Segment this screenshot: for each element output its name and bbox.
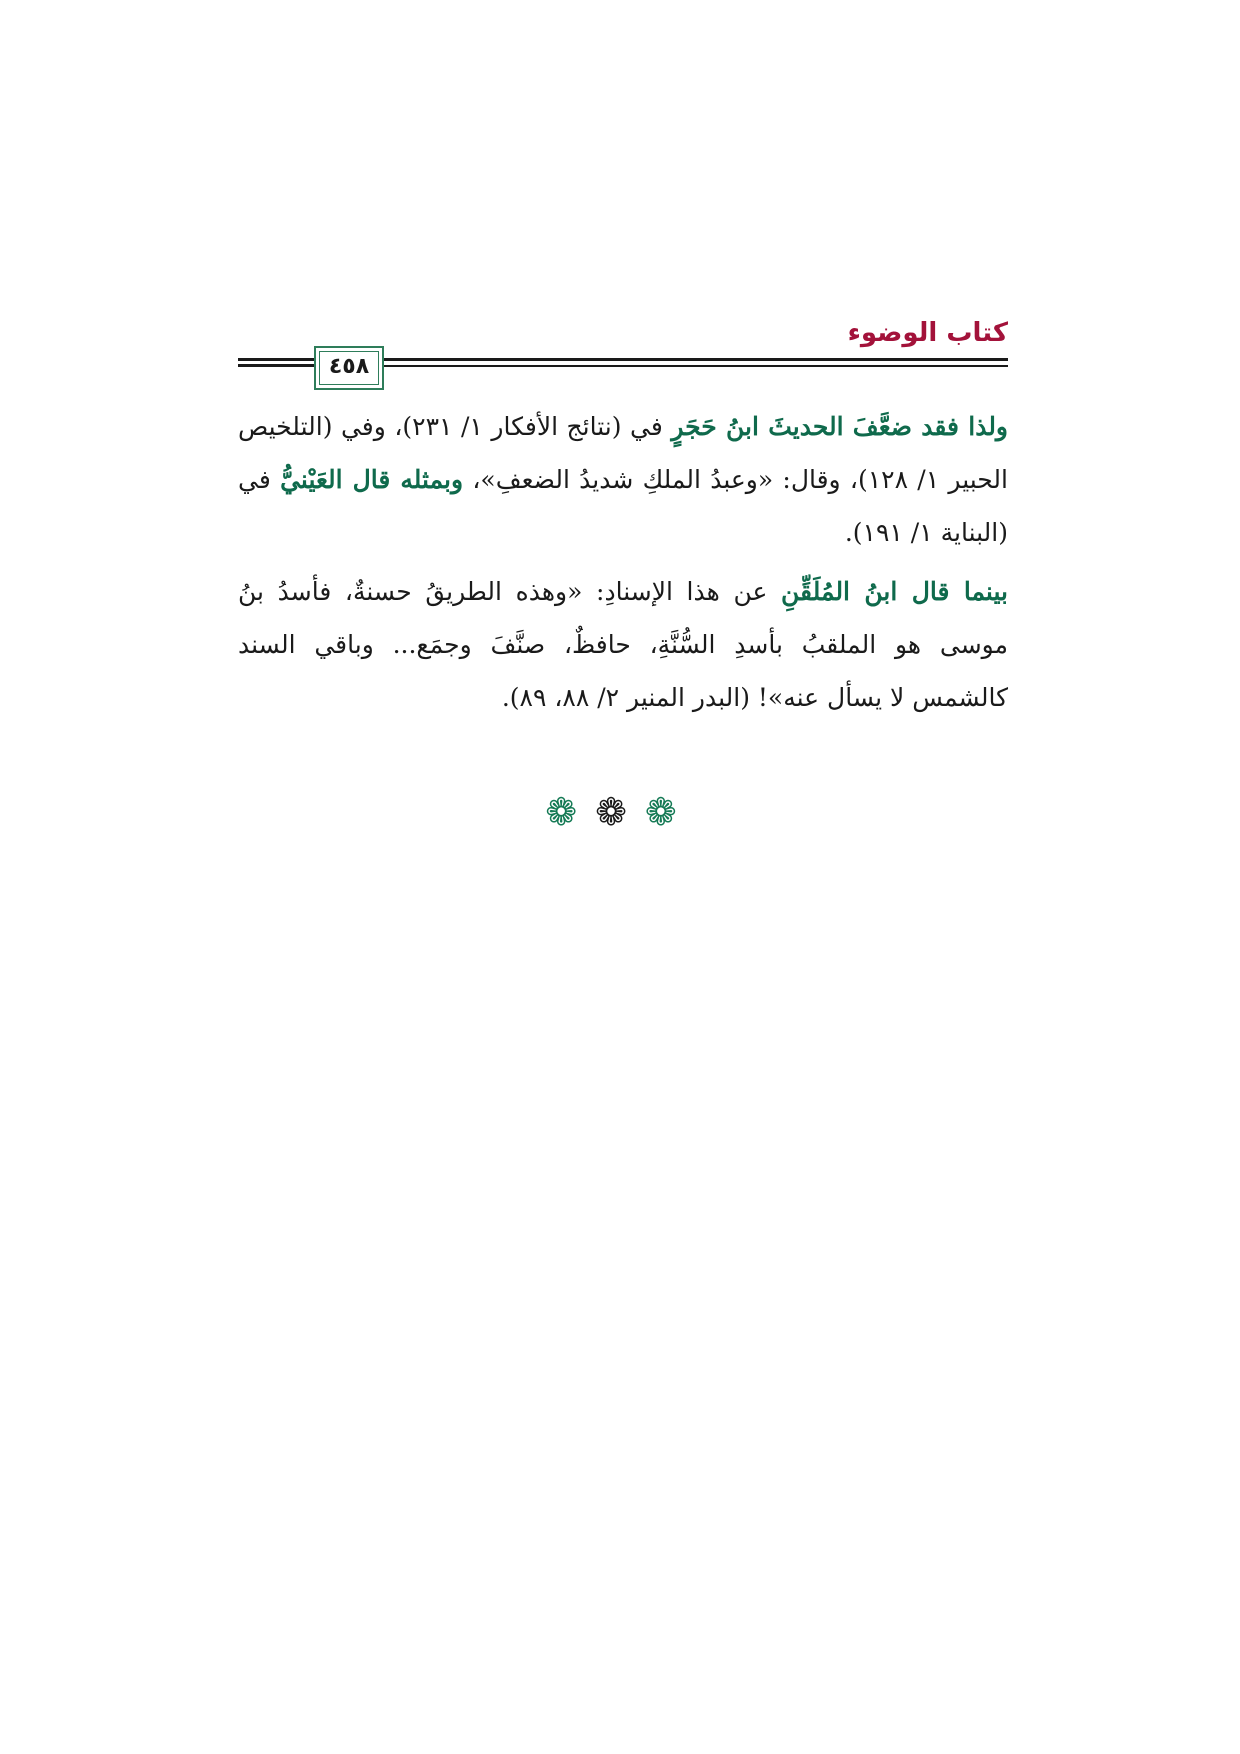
header-rule-left-thick	[238, 358, 314, 361]
flower-ornament-icon: ❁	[595, 790, 645, 834]
section-end-ornaments	[0, 790, 1240, 834]
text-run: عن هذا الإسنادِ: «وهذه الطريقُ حسنةٌ، فأسدُ بنُ موسى هو الملقبُ بأسدِ السُّنَّةِ، حافظٌ، صنَّفَ وجمَع... وباقي السند كالشمس لا يسأل عنه»! (البدر المنير ٢/ ٨٨، ٨٩).	[238, 577, 1008, 712]
running-header	[238, 318, 1008, 388]
header-rule-left	[238, 358, 314, 364]
highlighted-phrase: ولذا فقد ضعَّفَ الحديثَ	[758, 412, 1009, 441]
highlighted-phrase: بينما قال ابنُ المُلَقِّنِ	[781, 577, 1008, 606]
book-title: كتاب الوضوء	[847, 318, 1008, 348]
page-number: ٤٥٨	[328, 354, 370, 379]
flower-ornament-icon: ❁	[545, 790, 596, 834]
paragraph	[238, 565, 1008, 724]
text-run: في (نتائج الأفكار ١/ ٢٣١)، وفي (التلخيص الحبير ١/ ١٢٨)، وقال: «وعبدُ الملكِ شديدُ الضعفِ»،	[238, 412, 1008, 494]
highlighted-phrase: ابنُ حَجَرٍ	[671, 412, 759, 441]
highlighted-phrase: وبمثله قال العَيْنيُّ	[280, 465, 464, 494]
paragraph	[238, 400, 1008, 559]
header-rule-left-thin	[238, 364, 314, 366]
page-body	[238, 400, 1008, 730]
page-number-frame	[314, 346, 384, 390]
flower-ornament-icon: ❁	[644, 790, 695, 834]
text-run: في (البناية ١/ ١٩١).	[238, 465, 1008, 547]
